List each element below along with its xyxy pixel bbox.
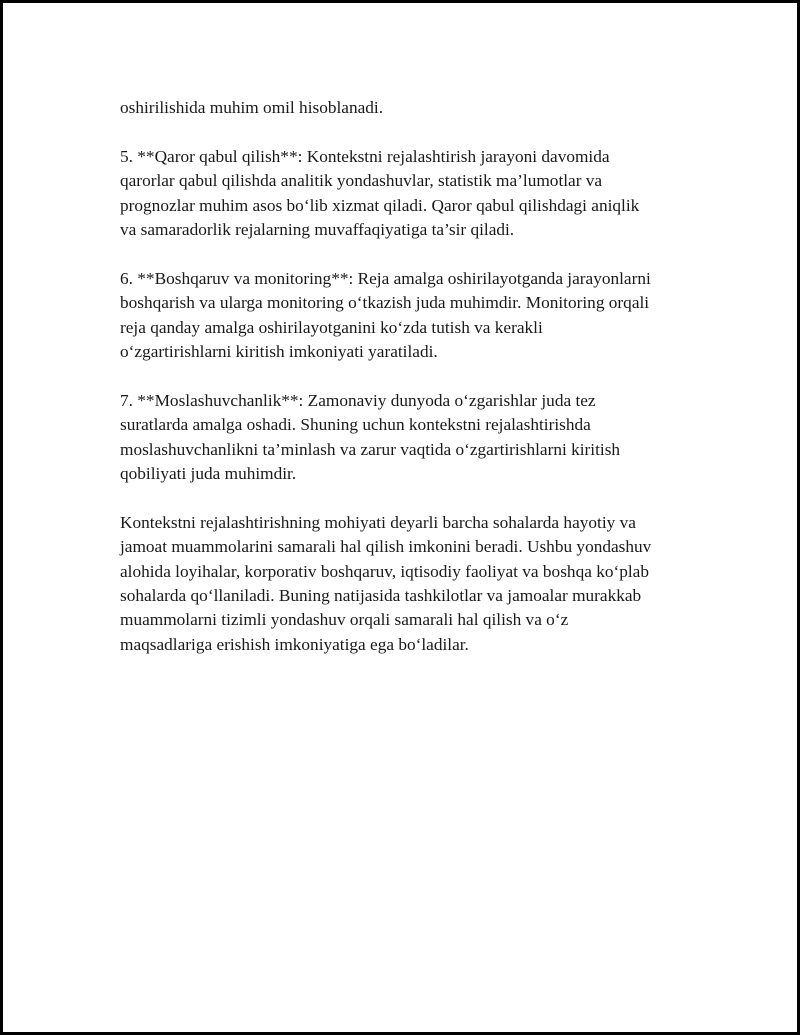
text-line: oshirilishida muhim omil hisoblanadi. (120, 98, 384, 117)
text-line: sohalarda qo‘llaniladi. Buning natijasida tashkilotlar va jamoalar murakkab (120, 586, 642, 606)
text-line: jamoat muammolarini samarali hal qilish imkonini beradi. Ushbu yondashuv (120, 537, 652, 557)
text-line: o‘zgartirishlarni kiritish imkoniyati yaratiladi. (120, 342, 438, 362)
text-line: qarorlar qabul qilishda analitik yondashuvlar, statistik ma’lumotlar va (120, 171, 603, 191)
text-line: prognozlar muhim asos bo‘lib xizmat qiladi. Qaror qabul qilishdagi aniqlik (120, 195, 640, 215)
text-line: Kontekstni rejalashtirishning mohiyati deyarli barcha sohalarda hayotiy va (120, 512, 636, 532)
paragraph-qaror-qabul-qilish (120, 145, 700, 243)
text-line: 7. **Moslashuvchanlik**: Zamonaviy dunyoda o‘zgarishlar juda tez (120, 390, 596, 410)
document-body (120, 96, 700, 682)
text-line: alohida loyihalar, korporativ boshqaruv, iqtisodiy faoliyat va boshqa ko‘plab (120, 561, 649, 581)
paragraph-continuation (120, 96, 700, 120)
text-line: boshqarish va ularga monitoring o‘tkazish juda muhimdir. Monitoring orqali (120, 293, 650, 313)
paragraph-conclusion (120, 511, 700, 657)
text-line: 5. **Qaror qabul qilish**: Kontekstni rejalashtirish jarayoni davomida (120, 146, 610, 166)
text-line: muammolarni tizimli yondashuv orqali samarali hal qilish va o‘z (120, 610, 569, 630)
text-line: reja qanday amalga oshirilayotganini ko‘zda tutish va kerakli (120, 317, 543, 337)
text-line: va samaradorlik rejalarning muvaffaqiyatiga ta’sir qiladi. (120, 220, 515, 240)
paragraph-moslashuvchanlik (120, 389, 700, 487)
text-line: qobiliyati juda muhimdir. (120, 464, 297, 484)
text-line: 6. **Boshqaruv va monitoring**: Reja amalga oshirilayotganda jarayonlarni (120, 268, 651, 288)
text-line: suratlarda amalga oshadi. Shuning uchun kontekstni rejalashtirishda (120, 415, 591, 435)
paragraph-boshqaruv-va-monitoring (120, 267, 700, 365)
text-line: moslashuvchanlikni ta’minlash va zarur vaqtida o‘zgartirishlarni kiritish (120, 439, 621, 459)
text-line: maqsadlariga erishish imkoniyatiga ega bo‘ladilar. (120, 634, 469, 654)
